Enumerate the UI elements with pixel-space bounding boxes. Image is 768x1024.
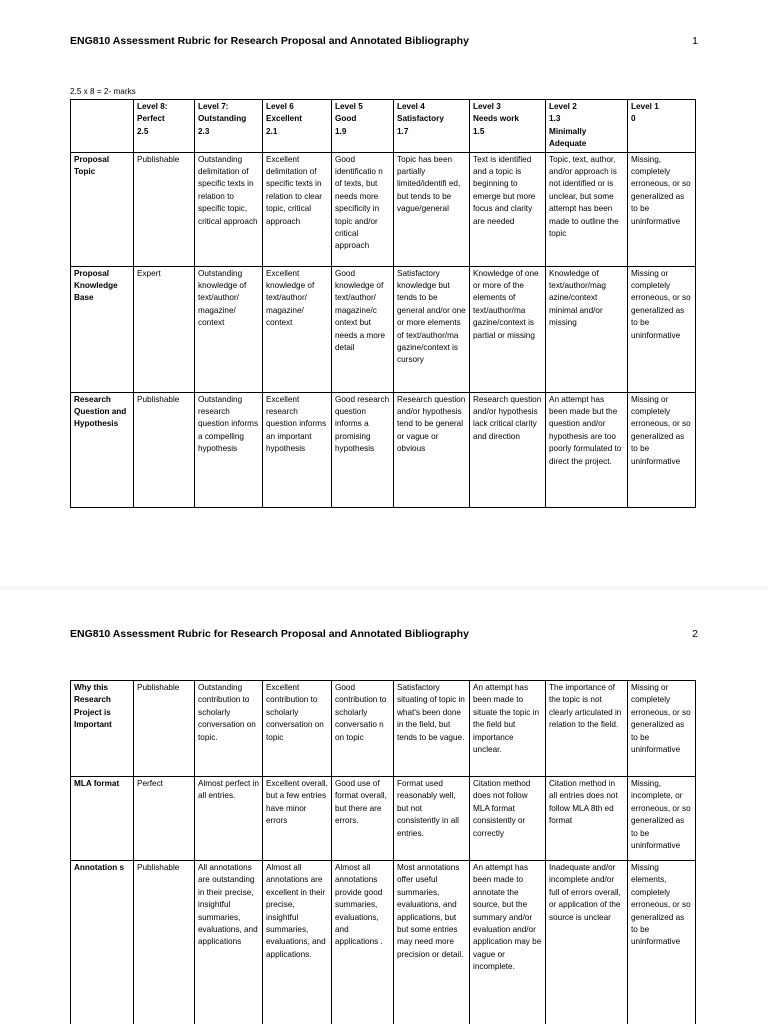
level-2-cell: Citation method in all entries does not follow MLA 8th ed format — [546, 777, 628, 861]
level-5-cell: Almost all annotations provide good summaries, evaluations, and applications . — [332, 861, 394, 1024]
level-8-cell: Publishable — [134, 681, 195, 777]
level-3-cell: An attempt has been made to situate the topic in the field but importance unclear. — [470, 681, 546, 777]
level-6-cell: Excellent overall, but a few entries have minor errors — [263, 777, 332, 861]
page-number: 2 — [692, 628, 698, 640]
level-header-row — [71, 100, 696, 153]
level-3-cell: Text is identified and a topic is beginning to emerge but more focus and clarity are needed — [470, 152, 546, 266]
level-8-cell: Expert — [134, 266, 195, 392]
level-5-header: Level 5 Good 1.9 — [332, 100, 394, 153]
level-1-cell: Missing or completely erroneous, or so generalized as to be uninformative — [628, 392, 696, 507]
criterion-cell: Annotation s — [71, 861, 134, 1024]
rubric-row-proposal-knowledge-base — [71, 266, 696, 392]
level-4-cell: Satisfactory knowledge but tends to be general and/or one or more elements of text/author/ma gazine/context is cursory — [394, 266, 470, 392]
level-7-cell: Almost perfect in all entries. — [195, 777, 263, 861]
corner-cell — [71, 100, 134, 153]
rubric-row-annotations — [71, 861, 696, 1024]
level-5-cell: Good research question informs a promising hypothesis — [332, 392, 394, 507]
level-7-cell: Outstanding delimitation of specific texts in relation to specific topic, critical approach — [195, 152, 263, 266]
criterion-cell: Research Question and Hypothesis — [71, 392, 134, 507]
page-header — [70, 628, 698, 640]
level-1-cell: Missing or completely erroneous, or so generalized as to be uninformative — [628, 681, 696, 777]
level-7-header: Level 7: Outstanding 2.3 — [195, 100, 263, 153]
level-2-cell: Inadequate and/or incomplete and/or full of errors overall, or application of the source is unclear — [546, 861, 628, 1024]
level-1-cell: Missing, completely erroneous, or so generalized as to be uninformative — [628, 152, 696, 266]
level-8-cell: Publishable — [134, 152, 195, 266]
level-1-cell: Missing or completely erroneous, or so generalized as to be uninformative — [628, 266, 696, 392]
criterion-cell: Proposal Topic — [71, 152, 134, 266]
level-5-cell: Good contribution to scholarly conversatio n on topic — [332, 681, 394, 777]
level-7-cell: All annotations are outstanding in their precise, insightful summaries, evaluations, and applications — [195, 861, 263, 1024]
level-2-cell: Knowledge of text/author/mag azine/context minimal and/or missing — [546, 266, 628, 392]
level-3-cell: Knowledge of one or more of the elements of text/author/ma gazine/context is partial or missing — [470, 266, 546, 392]
level-8-cell: Perfect — [134, 777, 195, 861]
level-6-header: Level 6 Excellent 2.1 — [263, 100, 332, 153]
level-2-cell: An attempt has been made but the question and/or hypothesis are too poorly formulated to direct the project. — [546, 392, 628, 507]
level-5-cell: Good knowledge of text/author/ magazine/c ontext but needs a more detail — [332, 266, 394, 392]
level-2-cell: Topic, text, author, and/or approach is not identified or is unclear, but some attempt has been made to outline the topic — [546, 152, 628, 266]
level-7-cell: Outstanding research question informs a compelling hypothesis — [195, 392, 263, 507]
level-6-cell: Excellent delimitation of specific texts in relation to clear topic, critical approach — [263, 152, 332, 266]
level-8-header: Level 8: Perfect 2.5 — [134, 100, 195, 153]
level-1-cell: Missing, incomplete, or erroneous, or so generalized as to be uninformative — [628, 777, 696, 861]
level-3-cell: An attempt has been made to annotate the source, but the summary and/or evaluation and/or application may be vague or incomplete. — [470, 861, 546, 1024]
level-1-cell: Missing elements, completely erroneous, or so generalized as to be uninformative — [628, 861, 696, 1024]
page-header — [70, 35, 698, 47]
level-2-header: Level 2 1.3 Minimally Adequate — [546, 100, 628, 153]
level-3-cell: Citation method does not follow MLA format consistently or correctly — [470, 777, 546, 861]
page-2 — [0, 590, 768, 1024]
level-6-cell: Almost all annotations are excellent in their precise, insightful summaries, evaluations, and applications. — [263, 861, 332, 1024]
criterion-cell: Proposal Knowledge Base — [71, 266, 134, 392]
level-3-header: Level 3 Needs work 1.5 — [470, 100, 546, 153]
level-5-cell: Good use of format overall, but there are errors. — [332, 777, 394, 861]
level-4-cell: Research question and/or hypothesis tend to be general or vague or obvious — [394, 392, 470, 507]
rubric-table-page-2 — [70, 680, 696, 1024]
level-5-cell: Good identificatio n of texts, but needs more specificity in topic and/or critical approach — [332, 152, 394, 266]
level-1-header: Level 1 0 — [628, 100, 696, 153]
header-title: ENG810 Assessment Rubric for Research Proposal and Annotated Bibliography — [70, 628, 469, 640]
rubric-row-research-question — [71, 392, 696, 507]
level-7-cell: Outstanding knowledge of text/author/ magazine/ context — [195, 266, 263, 392]
page-number: 1 — [692, 35, 698, 47]
level-6-cell: Excellent contribution to scholarly conversation on topic — [263, 681, 332, 777]
rubric-table-page-1 — [70, 99, 696, 508]
rubric-row-why-important — [71, 681, 696, 777]
level-6-cell: Excellent knowledge of text/author/ magazine/ context — [263, 266, 332, 392]
criterion-cell: Why this Research Project is Important — [71, 681, 134, 777]
level-8-cell: Publishable — [134, 861, 195, 1024]
level-2-cell: The importance of the topic is not clearly articulated in relation to the field. — [546, 681, 628, 777]
header-title: ENG810 Assessment Rubric for Research Proposal and Annotated Bibliography — [70, 35, 469, 47]
level-4-header: Level 4 Satisfactory 1.7 — [394, 100, 470, 153]
level-7-cell: Outstanding contribution to scholarly conversation on topic. — [195, 681, 263, 777]
rubric-row-proposal-topic — [71, 152, 696, 266]
rubric-row-mla-format — [71, 777, 696, 861]
level-4-cell: Satisfactory situating of topic in what's been done in the field, but tends to be vague. — [394, 681, 470, 777]
level-4-cell: Topic has been partially limited/identifi ed, but tends to be vague/general — [394, 152, 470, 266]
level-4-cell: Format used reasonably well, but not consistently in all entries. — [394, 777, 470, 861]
level-4-cell: Most annotations offer useful summaries, evaluations, and applications, but but some entries may need more precision or detail. — [394, 861, 470, 1024]
criterion-cell: MLA format — [71, 777, 134, 861]
marks-note: 2.5 x 8 = 2- marks — [70, 87, 136, 96]
level-8-cell: Publishable — [134, 392, 195, 507]
level-3-cell: Research question and/or hypothesis lack critical clarity and direction — [470, 392, 546, 507]
level-6-cell: Excellent research question informs an important hypothesis — [263, 392, 332, 507]
